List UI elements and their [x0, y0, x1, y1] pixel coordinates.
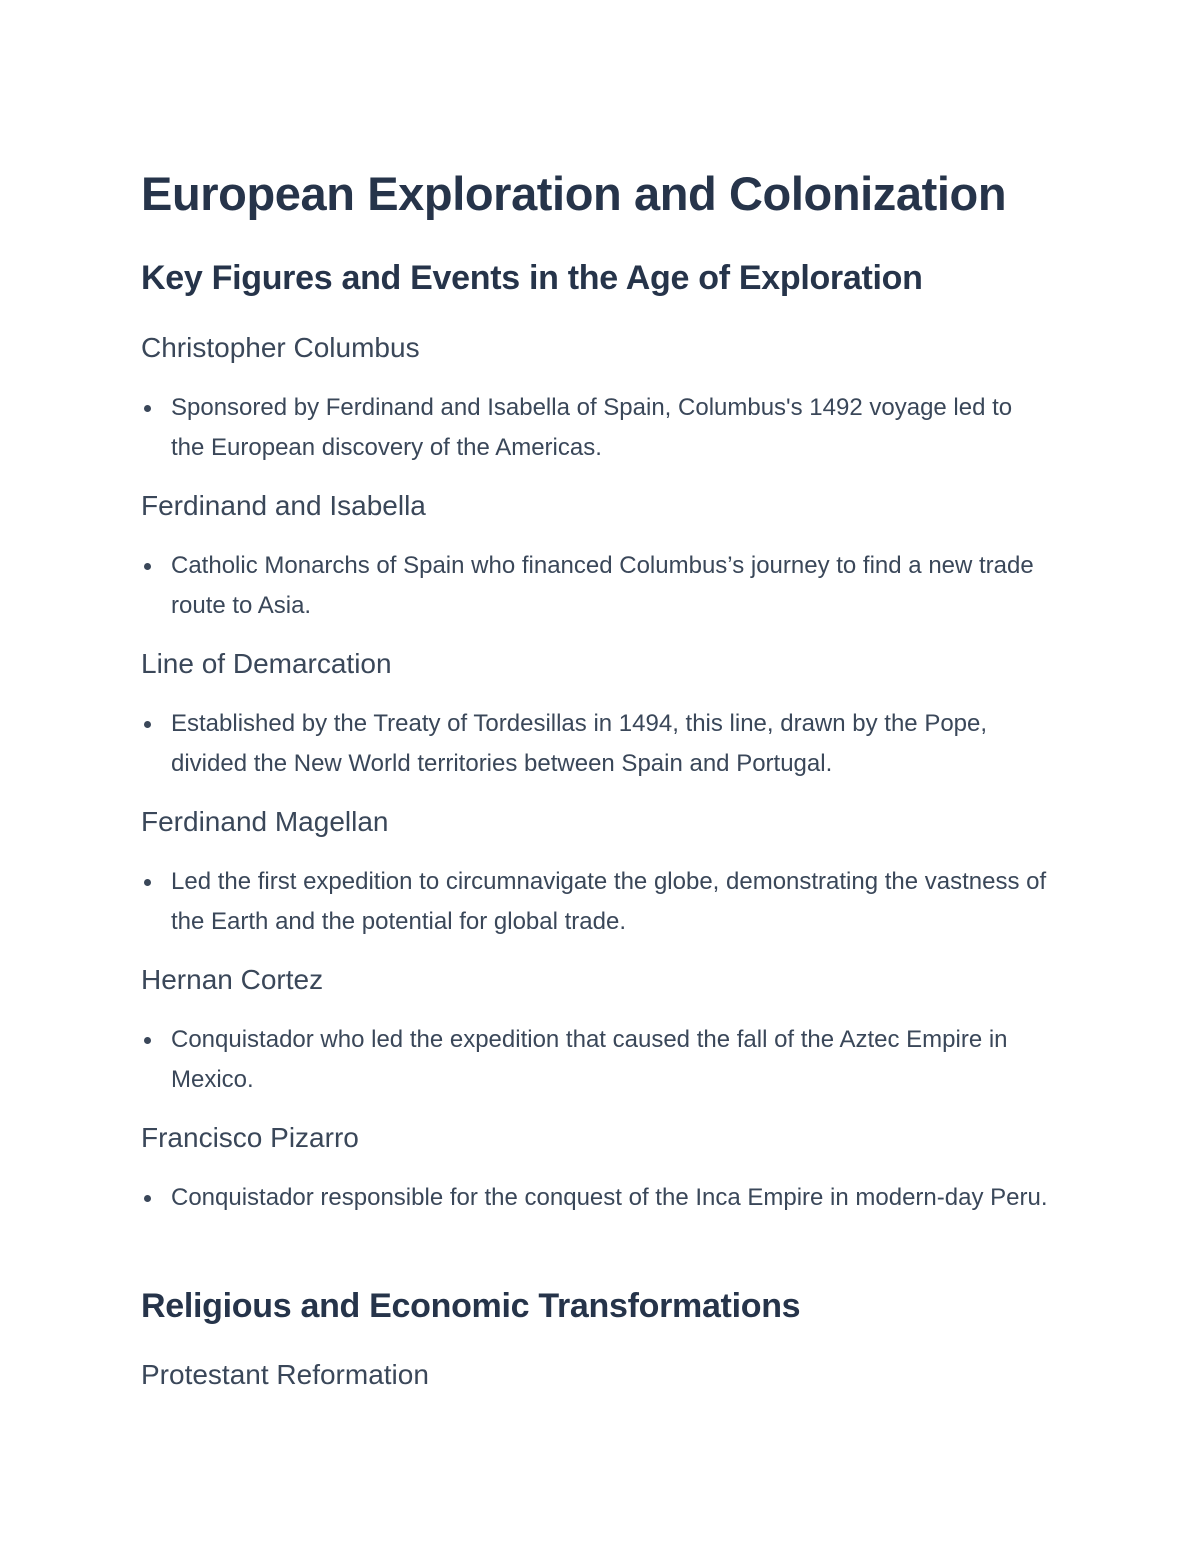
bullet-list-line-of-demarcation: [141, 704, 1051, 784]
topic-heading-pizarro: Francisco Pizarro: [141, 1122, 359, 1153]
bullet-text: Led the first expedition to circumnavigate the globe, demonstrating the vastness of the Earth and the potential for global trade.: [171, 868, 1047, 935]
bullet-text: Conquistador responsible for the conquest of the Inca Empire in modern-day Peru.: [171, 1184, 1048, 1211]
section-heading-religious-economic: Religious and Economic Transformations: [141, 1287, 801, 1325]
topic-heading-ferdinand-isabella: Ferdinand and Isabella: [141, 490, 426, 521]
bullet-dot-icon: [144, 1037, 151, 1044]
bullet-text: Established by the Treaty of Tordesillas in 1494, this line, drawn by the Pope, divided the New World territories between Spain and Portugal.: [171, 710, 988, 777]
list-item: [141, 862, 1051, 942]
bullet-dot-icon: [144, 405, 151, 412]
bullet-list-cortez: [141, 1020, 1051, 1100]
topic-heading-cortez: Hernan Cortez: [141, 964, 324, 995]
list-item: [141, 1178, 1051, 1218]
bullet-dot-icon: [144, 1195, 151, 1202]
bullet-list-magellan: [141, 862, 1051, 942]
topic-heading-line-of-demarcation: Line of Demarcation: [141, 648, 392, 679]
bullet-list-columbus: [141, 388, 1051, 468]
bullet-text: Catholic Monarchs of Spain who financed Columbus’s journey to find a new trade route to Asia.: [171, 552, 1034, 619]
topic-heading-columbus: Christopher Columbus: [141, 332, 420, 363]
bullet-dot-icon: [144, 563, 151, 570]
topic-heading-magellan: Ferdinand Magellan: [141, 806, 389, 837]
list-item: [141, 388, 1051, 468]
bullet-text: Sponsored by Ferdinand and Isabella of Spain, Columbus's 1492 voyage led to the European discovery of the Americas.: [171, 394, 1013, 461]
topic-heading-protestant-reformation: Protestant Reformation: [141, 1359, 429, 1390]
bullet-dot-icon: [144, 721, 151, 728]
document-title: European Exploration and Colonization: [141, 167, 1007, 220]
bullet-list-pizarro: [141, 1178, 1051, 1218]
bullet-dot-icon: [144, 879, 151, 886]
section-heading-key-figures: Key Figures and Events in the Age of Exploration: [141, 259, 923, 297]
bullet-list-ferdinand-isabella: [141, 546, 1051, 626]
bullet-text: Conquistador who led the expedition that caused the fall of the Aztec Empire in Mexico.: [171, 1026, 1008, 1093]
list-item: [141, 546, 1051, 626]
list-item: [141, 704, 1051, 784]
list-item: [141, 1020, 1051, 1100]
